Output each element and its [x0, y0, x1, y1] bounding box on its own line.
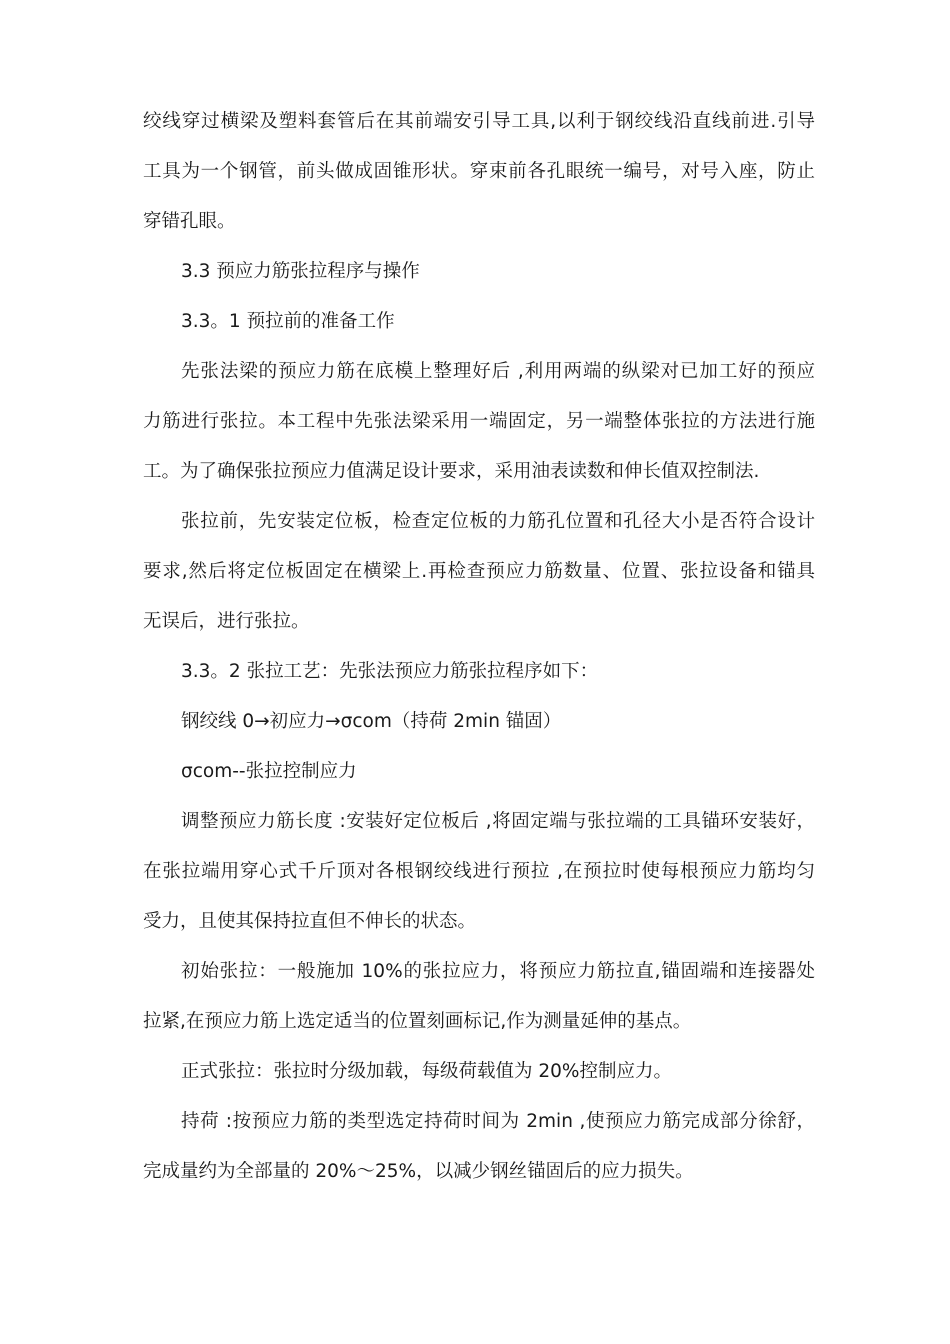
text-line: 绞线穿过横梁及塑料套管后在其前端安引导工具,以利于钢绞线沿直线前进.引导 — [143, 111, 815, 132]
text-line: 初始张拉：一般施加 10%的张拉应力，将预应力筋拉直,锚固端和连接器处 — [181, 961, 815, 982]
text-line: 拉紧,在预应力筋上选定适当的位置刻画标记,作为测量延伸的基点。 — [143, 1011, 692, 1032]
text-line: 完成量约为全部量的 20%～25%，以减少钢丝锚固后的应力损失。 — [143, 1161, 694, 1182]
text-line: 先张法梁的预应力筋在底模上整理好后 ,利用两端的纵梁对已加工好的预应 — [181, 361, 815, 382]
text-line: 力筋进行张拉。本工程中先张法梁采用一端固定，另一端整体张拉的方法进行施 — [143, 411, 815, 432]
text-line: 无误后，进行张拉。 — [143, 611, 310, 632]
text-line: 调整预应力筋长度 :安装好定位板后 ,将固定端与张拉端的工具锚环安装好， — [181, 811, 815, 832]
document-body — [143, 97, 815, 1197]
subsection-heading: 3.3。1 预拉前的准备工作 — [181, 311, 395, 332]
text-line: 工具为一个钢管，前头做成固锥形状。穿束前各孔眼统一编号，对号入座，防止 — [143, 161, 815, 182]
text-line: 穿错孔眼。 — [143, 211, 236, 232]
text-line: 受力，且使其保持拉直但不伸长的状态。 — [143, 911, 477, 932]
text-line: 在张拉端用穿心式千斤顶对各根钢绞线进行预拉 ,在预拉时使每根预应力筋均匀 — [143, 861, 815, 882]
text-line: 工。为了确保张拉预应力值满足设计要求，采用油表读数和伸长值双控制法. — [143, 461, 760, 482]
subsection-heading: 3.3。2 张拉工艺：先张法预应力筋张拉程序如下： — [181, 661, 599, 682]
text-line: 正式张拉：张拉时分级加载，每级荷载值为 20%控制应力。 — [181, 1061, 673, 1082]
section-heading: 3.3 预应力筋张拉程序与操作 — [181, 261, 420, 282]
text-line: 要求,然后将定位板固定在横梁上.再检查预应力筋数量、位置、张拉设备和锚具 — [143, 561, 815, 582]
text-line: 张拉前，先安装定位板，检查定位板的力筋孔位置和孔径大小是否符合设计 — [181, 511, 815, 532]
text-line: 持荷 :按预应力筋的类型选定持荷时间为 2min ,使预应力筋完成部分徐舒， — [181, 1111, 815, 1132]
formula-note: σcom--张拉控制应力 — [181, 761, 357, 782]
formula-line: 钢绞线 0→初应力→σcom（持荷 2min 锚固） — [181, 711, 562, 732]
